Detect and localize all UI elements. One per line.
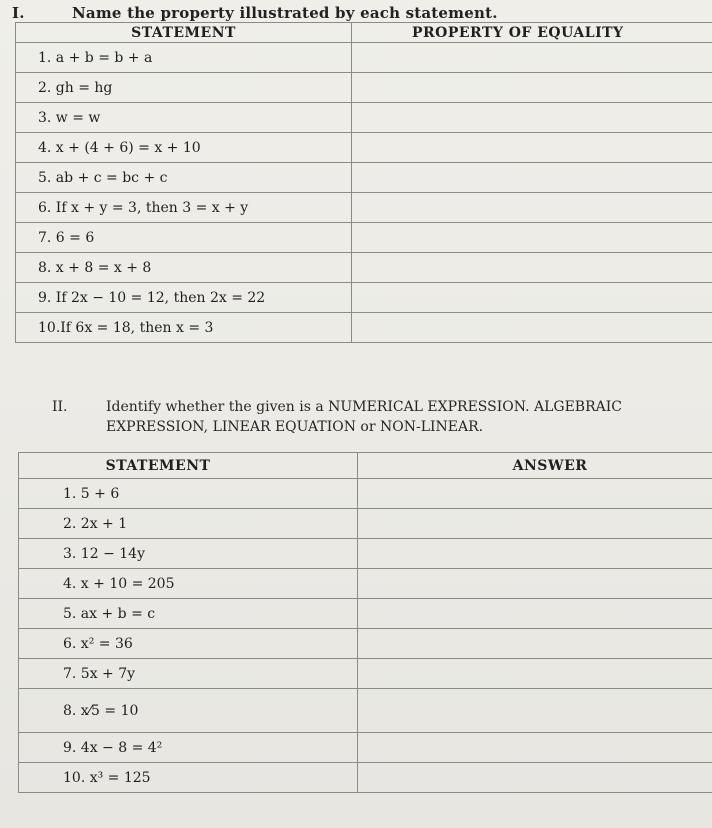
statement-cell: 1. 5 + 6 [19, 479, 358, 509]
statement-cell: 4. x + 10 = 205 [19, 569, 358, 599]
answer-cell[interactable] [358, 539, 712, 569]
part2-number: II. [52, 399, 68, 415]
statement-cell: 8. x⁄5 = 10 [19, 689, 358, 733]
answer-cell[interactable] [352, 313, 712, 343]
statement-cell: 7. 5x + 7y [19, 659, 358, 689]
answer-cell[interactable] [352, 73, 712, 103]
answer-cell[interactable] [352, 223, 712, 253]
statement-cell: 5. ab + c = bc + c [16, 163, 352, 193]
part2-instructions [52, 397, 712, 437]
answer-cell[interactable] [352, 283, 712, 313]
answer-cell[interactable] [358, 599, 712, 629]
table-row [16, 313, 712, 343]
answer-cell[interactable] [358, 629, 712, 659]
table-row [16, 73, 712, 103]
statement-cell: 4. x + (4 + 6) = x + 10 [16, 133, 352, 163]
statement-cell: 5. ax + b = c [19, 599, 358, 629]
table-row [16, 223, 712, 253]
table-row [19, 733, 712, 763]
answer-cell[interactable] [358, 659, 712, 689]
statement-cell: 9. If 2x − 10 = 12, then 2x = 22 [16, 283, 352, 313]
table-row [16, 43, 712, 73]
table-row [19, 689, 712, 733]
statement-column-header: STATEMENT [16, 23, 352, 43]
answer-cell[interactable] [352, 103, 712, 133]
table-row [16, 283, 712, 313]
part2-instruction-line1: Identify whether the given is a NUMERICAL EXPRESSION. ALGEBRAIC [106, 399, 622, 415]
table-row [16, 253, 712, 283]
part1-instruction: Name the property illustrated by each statement. [72, 4, 498, 22]
statement-cell: 6. If x + y = 3, then 3 = x + y [16, 193, 352, 223]
answer-cell[interactable] [352, 133, 712, 163]
table-row [16, 133, 712, 163]
table-row [19, 569, 712, 599]
table-row [19, 539, 712, 569]
answer-column-header: ANSWER [358, 453, 712, 479]
statement-column-header: STATEMENT [19, 453, 358, 479]
table-row [19, 763, 712, 793]
property-table [15, 22, 712, 343]
table-row [19, 599, 712, 629]
answer-cell[interactable] [358, 733, 712, 763]
statement-cell: 9. 4x − 8 = 4² [19, 733, 358, 763]
table-row [16, 103, 712, 133]
statement-cell: 2. gh = hg [16, 73, 352, 103]
table-row [19, 659, 712, 689]
statement-cell: 3. 12 − 14y [19, 539, 358, 569]
table-row [16, 163, 712, 193]
statement-cell: 10.If 6x = 18, then x = 3 [16, 313, 352, 343]
table-row [19, 629, 712, 659]
statement-cell: 1. a + b = b + a [16, 43, 352, 73]
statement-cell: 7. 6 = 6 [16, 223, 352, 253]
table-row [16, 193, 712, 223]
answer-cell[interactable] [352, 43, 712, 73]
part2-instruction-line2: EXPRESSION, LINEAR EQUATION or NON-LINEAR. [106, 419, 484, 435]
answer-cell[interactable] [352, 193, 712, 223]
statement-cell: 3. w = w [16, 103, 352, 133]
answer-cell[interactable] [358, 509, 712, 539]
property-column-header: PROPERTY OF EQUALITY [352, 23, 712, 43]
table-row [19, 479, 712, 509]
answer-cell[interactable] [358, 763, 712, 793]
table-header-row [16, 23, 712, 43]
statement-cell: 2. 2x + 1 [19, 509, 358, 539]
answer-cell[interactable] [352, 253, 712, 283]
statement-cell: 10. x³ = 125 [19, 763, 358, 793]
answer-cell[interactable] [352, 163, 712, 193]
answer-cell[interactable] [358, 689, 712, 733]
classification-table [18, 452, 712, 793]
statement-cell: 6. x² = 36 [19, 629, 358, 659]
part1-heading [12, 4, 498, 22]
statement-cell: 8. x + 8 = x + 8 [16, 253, 352, 283]
answer-cell[interactable] [358, 569, 712, 599]
table-row [19, 509, 712, 539]
answer-cell[interactable] [358, 479, 712, 509]
part1-number: I. [12, 4, 25, 22]
table-header-row [19, 453, 712, 479]
